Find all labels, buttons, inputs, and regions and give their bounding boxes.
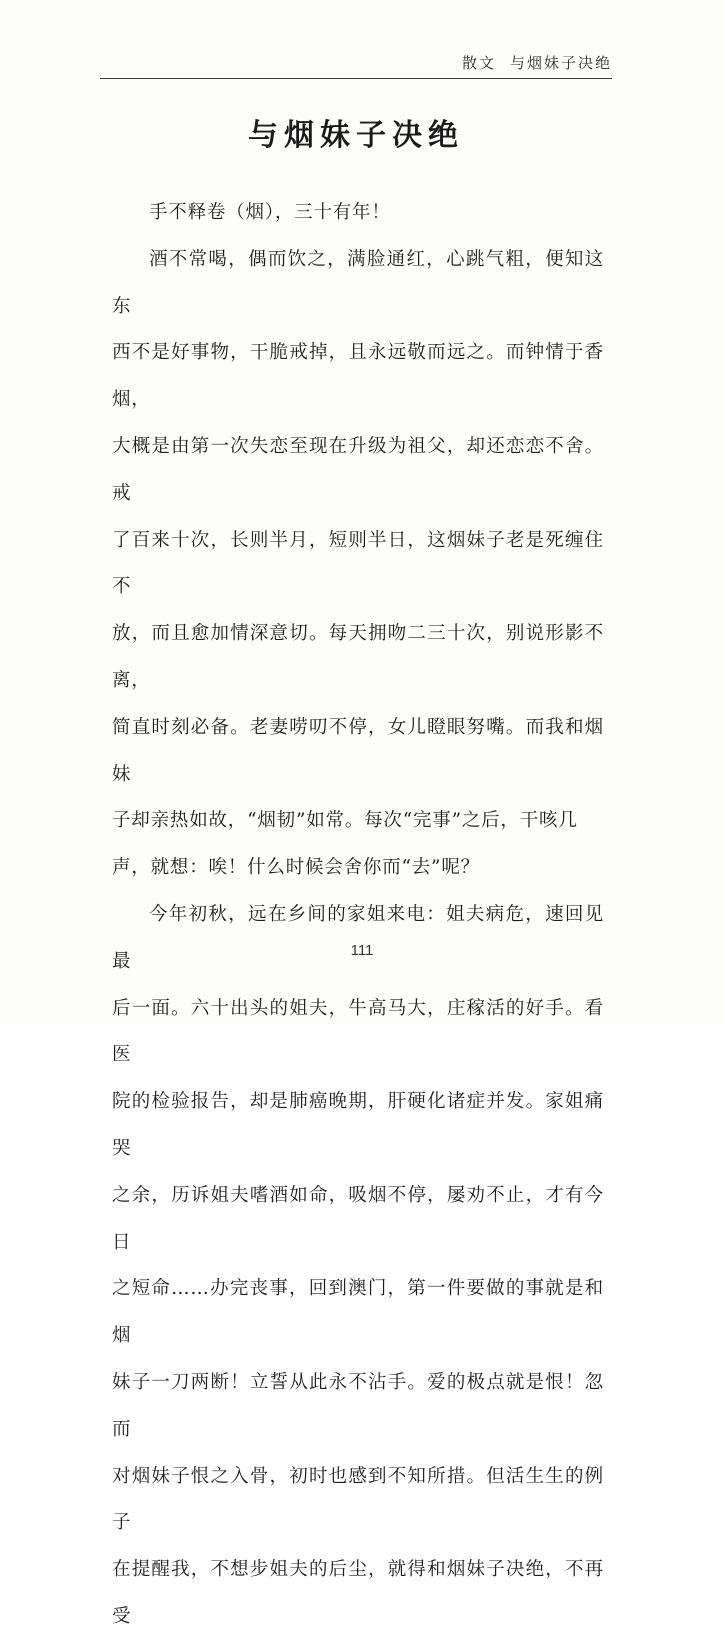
running-header-section: 散文 — [461, 54, 496, 72]
body-text — [112, 190, 604, 1641]
paragraph-1: 手不释卷（烟），三十有年！ — [149, 202, 391, 223]
header-rule — [100, 78, 612, 79]
page-number: 111 — [350, 942, 374, 959]
page-title: 与烟妹子决绝 — [248, 118, 464, 153]
running-header-chapter: 与烟妹子决绝 — [509, 54, 612, 72]
running-header — [462, 52, 612, 73]
paragraph-3: 今年初秋，远在乡间的家姐来电：姐夫病危，速回见最 后一面。六十出头的姐夫，牛高马大，庄稼活的好手。看医 院的检验报告，却是肺癌晚期，肝硬化诸症并发。家姐痛哭 之余，历诉姐夫嗜酒如命，吸烟不停，屡劝不止，才有今日 之短命……办完丧事，回到澳门，第一件要做的事就是和烟 妹子一刀两断！立誓从此永不沾手。爱的极点就是恨！忽而 对烟妹子恨之入骨，初时也感到不知所措。但活生生的例子 在提醒我，不想步姐夫的后尘，就得和烟妹子决绝，不再受 — [112, 903, 604, 1627]
paragraph-2: 酒不常喝，偶而饮之，满脸通红，心跳气粗，便知这东 西不是好事物，干脆戒掉，且永远敬而远之。而钟情于香烟， 大概是由第一次失恋至现在升级为祖父，却还恋恋不舍。戒 了百来十次，长则半月，短则半日，这烟妹子老是死缠住不 放，而且愈加情深意切。每天拥吻二三十次，别说形影不离， 简直时刻必备。老妻唠叨不停，女儿瞪眼努嘴。而我和烟妹 子却亲热如故，“烟韧”如常。每次“完事”之后，干咳几 声，就想：唉！什么时候会舍你而“去”呢？ — [112, 248, 604, 879]
